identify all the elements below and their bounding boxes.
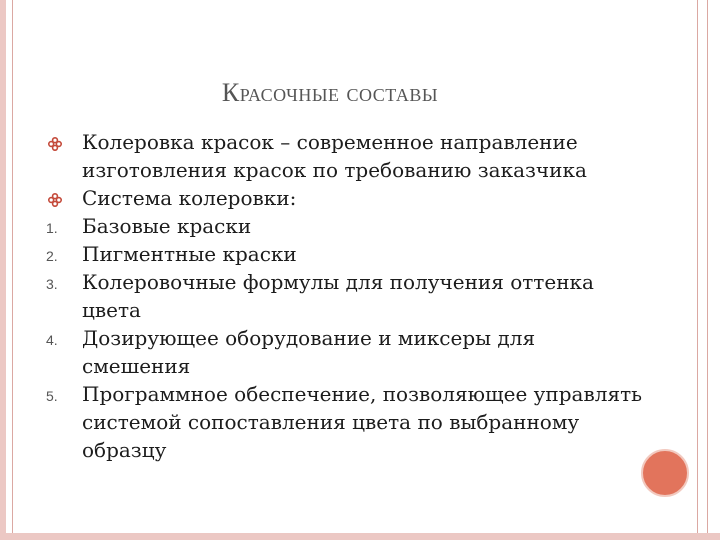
list-item-text: Колеровка красок – современное направление изготовления красок по требованию заказчика [82, 130, 587, 182]
bullet-list [46, 128, 646, 464]
list-item-text: Колеровочные формулы для получения оттенка цвета [82, 270, 594, 322]
list-item [46, 184, 646, 212]
list-number: 1. [46, 220, 58, 236]
list-number: 4. [46, 332, 58, 348]
list-item [46, 324, 646, 380]
list-item-text: Базовые краски [82, 214, 252, 238]
list-item-text: Программное обеспечение, позволяющее управлять системой сопоставления цвета по выбранному образцу [82, 382, 643, 462]
list-item-text: Система колеровки: [82, 186, 297, 210]
list-item-text: Дозирующее оборудование и миксеры для смешения [82, 326, 536, 378]
list-number: 3. [46, 276, 58, 292]
decorative-circle [641, 449, 689, 497]
frame-line-right-inner [697, 0, 698, 540]
frame-line-right-outer [707, 0, 708, 540]
list-item [46, 268, 646, 324]
list-item-text: Пигментные краски [82, 242, 297, 266]
slide-title: Красочные составы [221, 78, 439, 107]
list-number: 2. [46, 248, 58, 264]
list-item [46, 380, 646, 464]
list-number: 5. [46, 388, 58, 404]
slide-frame-bottom [0, 533, 720, 540]
list-item [46, 128, 646, 184]
list-item [46, 212, 646, 240]
list-item [46, 240, 646, 268]
